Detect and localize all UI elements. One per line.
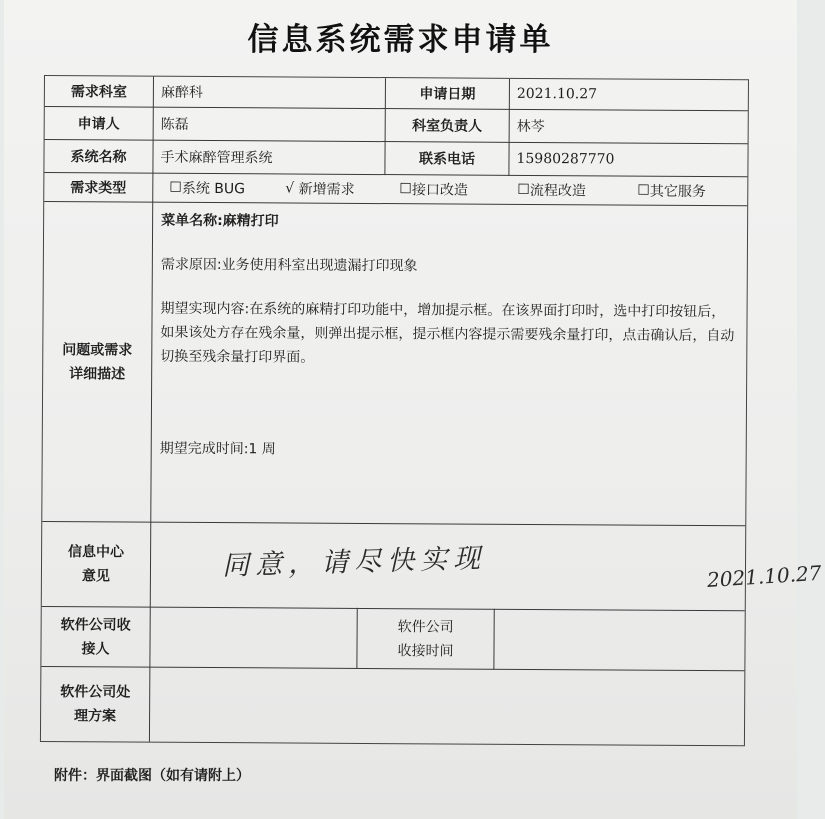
type-option-interface[interactable] [399, 175, 468, 203]
date-value: 2021.10.27 [516, 85, 598, 103]
dept-head-label: 科室负责人 [412, 118, 483, 135]
expected-content: 期望实现内容:在系统的麻精打印功能中，增加提示框。在该界面打印时，选中打印按钮后，如果该处方存在残余量，则弹出提示框，提示框内容提示需要残余量打印，点击确认后，自动切换至残余量打印界面。 [160, 300, 735, 366]
request-reason: 需求原因:业务使用科室出现遗漏打印现象 [160, 256, 418, 275]
menu-name: 菜单名称:麻精打印 [161, 212, 279, 230]
option-label: 接口改造 [411, 182, 468, 199]
system-value: 手术麻醉管理系统 [160, 149, 273, 167]
type-options [153, 174, 747, 206]
dept-head-value: 林芩 [516, 118, 545, 136]
checkbox-icon: ☐ [399, 181, 412, 198]
plan-label-line1: 软件公司处 [60, 684, 131, 701]
dept-value: 麻醉科 [160, 84, 203, 101]
option-label: 流程改造 [529, 182, 586, 200]
detail-content [160, 209, 737, 465]
option-label: 系统 BUG [181, 180, 246, 198]
checkbox-icon: ☐ [169, 179, 182, 196]
type-option-process[interactable] [517, 176, 586, 204]
receive-time-label-line2: 收接时间 [397, 642, 454, 660]
dept-label: 需求科室 [70, 84, 127, 101]
receiver-label [41, 607, 149, 667]
applicant-value: 陈磊 [160, 116, 189, 133]
detail-label [42, 202, 152, 522]
detail-label-line2: 详细描述 [69, 365, 126, 383]
receive-time-label [357, 609, 493, 669]
expected-deadline: 期望完成时间:1 周 [159, 440, 276, 458]
phone-value: 15980287770 [516, 150, 615, 168]
info-center-label-line1: 信息中心 [68, 544, 125, 561]
date-label: 申请日期 [419, 86, 476, 103]
option-label: 新增需求 [298, 181, 355, 198]
handwritten-opinion: 同意，请尽快实现 [221, 543, 487, 582]
form-paper [4, 0, 823, 819]
form-table [40, 75, 823, 746]
info-center-label [42, 522, 151, 607]
plan-label [41, 667, 149, 742]
type-option-bug[interactable] [169, 174, 245, 202]
plan-label-line2: 理方案 [74, 708, 117, 725]
receive-time-label-line1: 软件公司 [397, 618, 454, 636]
form-title: 信息系统需求申请单 [247, 22, 554, 58]
system-label: 系统名称 [70, 149, 127, 166]
detail-label-line1: 问题或需求 [62, 341, 133, 359]
receiver-label-line2: 接人 [81, 640, 110, 657]
info-center-label-line2: 意见 [81, 568, 110, 585]
option-label: 其它服务 [649, 183, 706, 201]
checkmark-icon: √ [285, 180, 295, 197]
receiver-label-line1: 软件公司收 [60, 616, 131, 634]
applicant-label: 申请人 [77, 116, 120, 133]
checkbox-icon: ☐ [517, 181, 530, 198]
phone-label: 联系电话 [418, 151, 476, 168]
checkbox-icon: ☐ [637, 182, 650, 199]
type-option-other[interactable] [637, 177, 706, 205]
type-label: 需求类型 [70, 180, 127, 197]
type-option-new[interactable] [285, 174, 355, 202]
attachment-note: 附件：界面截图（如有请附上） [54, 768, 250, 784]
handwritten-date: 2021.10.27 [706, 560, 823, 593]
